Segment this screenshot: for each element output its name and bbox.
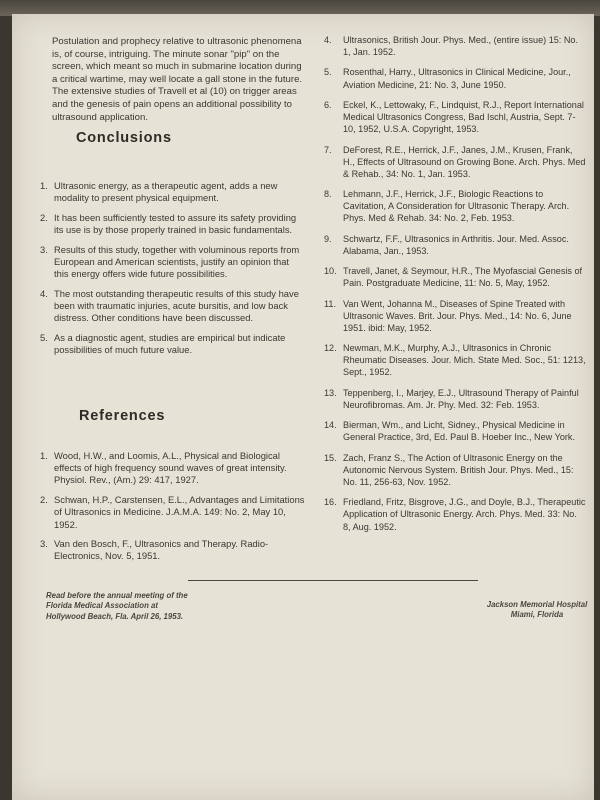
footer-rule bbox=[188, 580, 478, 581]
reference-number: 7. bbox=[324, 144, 332, 155]
reference-number: 5. bbox=[324, 67, 332, 78]
conclusion-number: 1. bbox=[40, 180, 48, 191]
conclusion-number: 2. bbox=[40, 211, 48, 223]
reference-text: Friedland, Fritz, Bisgrove, J.G., and Doyle, B.J., Therapeutic Application of Ultrasonic Energy. Arch. Phys. Med. 33: No. 8, Aug. 1952. bbox=[343, 497, 586, 532]
reference-text: Van Went, Johanna M., Diseases of Spine Treated with Ultrasonic Waves. Brit. Jour. Phys. Med., 14: No. 6, June 1951. ibid: May, 1952. bbox=[343, 298, 572, 333]
reference-item bbox=[40, 538, 305, 562]
reference-item bbox=[324, 298, 586, 334]
references-heading: References bbox=[79, 408, 166, 424]
reference-item bbox=[324, 387, 586, 411]
reference-text: Wood, H.W., and Loomis, A.L., Physical and Biological effects of high frequency sound waves of great intensity. Physiol. Rev., (Am.) 29: 417, 1927. bbox=[54, 450, 287, 486]
reference-item bbox=[324, 342, 586, 378]
conclusion-text: As a diagnostic agent, studies are empirical but indicate possibilities of much future value. bbox=[54, 332, 286, 356]
references-list-left bbox=[40, 450, 305, 570]
intro-paragraph: Postulation and prophecy relative to ultrasonic phenomena is, of course, intriguing. The minute sonar "pip" on the screen, which meant so much in submarine location during a critical wartime, may well locate a gall stone in the future. The extensive studies of Travell et al (10) on trigger areas and the genesis of pain opens an additional possibility to ultrasound application. bbox=[52, 36, 303, 123]
intro-column bbox=[52, 36, 307, 124]
reference-number: 11. bbox=[324, 298, 336, 309]
conclusion-number: 3. bbox=[40, 243, 48, 255]
conclusion-text: The most outstanding therapeutic results of this study have been with traumatic injuries, acute bursitis, and low back distress. Other conditions have been discussed. bbox=[54, 287, 299, 324]
conclusions-list bbox=[40, 180, 305, 364]
footer-right-line: Jackson Memorial Hospital bbox=[486, 600, 588, 609]
reference-text: DeForest, R.E., Herrick, J.F., Janes, J.M., Krusen, Frank, H., Effects of Ultrasound on Growing Bone. Arch. Phys. Med & Rehab., 34: No. 1, Jan. 1953. bbox=[343, 144, 586, 179]
conclusion-text: Results of this study, together with voluminous reports from European and American scientists, justify an opinion that this energy offers wide future possibilities. bbox=[54, 243, 300, 280]
reference-item bbox=[324, 34, 586, 58]
references-list-right bbox=[324, 34, 586, 533]
reference-item bbox=[40, 450, 305, 487]
conclusion-text: It has been sufficiently tested to assure its safety providing its use is by those properly trained in basic fundamentals. bbox=[54, 211, 297, 236]
reference-number: 16. bbox=[324, 497, 337, 508]
reference-number: 10. bbox=[324, 266, 337, 277]
reference-text: Zach, Franz S., The Action of Ultrasonic Energy on the Autonomic Nervous System. British Jour. Phys. Med., 15: No. 11, 256-63, Nov. 1952. bbox=[343, 452, 574, 487]
reference-item bbox=[324, 66, 586, 90]
conclusion-item bbox=[40, 180, 305, 204]
reference-text: Teppenberg, I., Marjey, E.J., Ultrasound Therapy of Painful Neurofibromas. Am. Jr. Phy. Med. 32: Feb. 1953. bbox=[343, 387, 579, 410]
reference-text: Eckel, K., Lettowaky, F., Lindquist, R.J., Report International Medical Ultrasonics Congress, Bad Ischl, Austria, Sept. 7-10, 1952, U.S.A. Copyright, 1953. bbox=[343, 99, 584, 135]
reference-text: Bierman, Wm., and Licht, Sidney., Physical Medicine in General Practice, 3rd, Ed. Paul B. Hoeber Inc., New York. bbox=[343, 420, 576, 443]
reference-number: 9. bbox=[324, 233, 332, 244]
reference-item bbox=[324, 188, 586, 224]
reference-item bbox=[324, 144, 586, 180]
reference-text: Rosenthal, Harry., Ultrasonics in Clinical Medicine, Jour., Aviation Medicine, 21: No. 3, June 1950. bbox=[343, 67, 571, 90]
reference-number: 2. bbox=[40, 494, 48, 506]
reference-item bbox=[324, 419, 586, 443]
reference-text: Newman, M.K., Murphy, A.J., Ultrasonics in Chronic Rheumatic Diseases. Jour. Mich. State Med. Soc., 51: 1213, Sept., 1952. bbox=[343, 343, 586, 378]
reference-text: Travell, Janet, & Seymour, H.R., The Myofascial Genesis of Pain. Postgraduate Medicine, 11: No. 5, May, 1952. bbox=[343, 266, 583, 289]
footer-right-line: Miami, Florida bbox=[510, 610, 564, 620]
footer-left-line: Florida Medical Association at bbox=[46, 601, 158, 611]
reference-item bbox=[324, 99, 586, 135]
reference-item bbox=[324, 496, 586, 532]
reference-text: Van den Bosch, F., Ultrasonics and Therapy. Radio-Electronics, Nov. 5, 1951. bbox=[54, 538, 269, 562]
conclusions-heading: Conclusions bbox=[76, 130, 172, 146]
reference-number: 3. bbox=[40, 538, 48, 550]
conclusion-item bbox=[40, 288, 305, 325]
reference-number: 12. bbox=[324, 343, 337, 354]
reference-item bbox=[324, 452, 586, 488]
conclusion-item bbox=[40, 332, 305, 356]
reference-item bbox=[324, 265, 586, 289]
reference-text: Schwan, H.P., Carstensen, E.L., Advantages and Limitations of Ultrasonics in Medicine. J.A.M.A. 149: No. 2, May 10, 1952. bbox=[54, 494, 305, 530]
reference-number: 14. bbox=[324, 420, 337, 431]
reference-number: 6. bbox=[324, 99, 332, 110]
reference-number: 1. bbox=[40, 450, 48, 461]
references-column-right bbox=[324, 34, 586, 541]
conclusion-number: 4. bbox=[40, 287, 48, 299]
footer-meeting-note bbox=[46, 591, 246, 622]
reference-text: Ultrasonics, British Jour. Phys. Med., (entire issue) 15: No. 1, Jan. 1952. bbox=[343, 35, 579, 58]
reference-number: 13. bbox=[324, 387, 337, 398]
footer-left-line: Read before the annual meeting of the bbox=[46, 591, 188, 600]
reference-text: Schwartz, F.F., Ultrasonics in Arthritis. Jour. Med. Assoc. Alabama, Jan., 1953. bbox=[343, 233, 569, 256]
reference-item bbox=[324, 233, 586, 257]
reference-text: Lehmann, J.F., Herrick, J.F., Biologic Reactions to Cavitation, A Consideration for Ultrasonic Therapy. Arch. Phys. Med & Rehab. 34: No. 2, Feb. 1953. bbox=[343, 189, 570, 224]
footer-left-line: Hollywood Beach, Fla. April 26, 1953. bbox=[46, 611, 184, 621]
reference-item bbox=[40, 494, 305, 531]
reference-number: 4. bbox=[324, 35, 332, 45]
reference-number: 15. bbox=[324, 452, 337, 463]
conclusion-item bbox=[40, 244, 305, 281]
reference-number: 8. bbox=[324, 189, 332, 200]
conclusion-item bbox=[40, 212, 305, 236]
conclusion-number: 5. bbox=[40, 332, 48, 344]
document-page bbox=[12, 14, 594, 800]
conclusion-text: Ultrasonic energy, as a therapeutic agent, adds a new modality to present physical equipment. bbox=[54, 180, 278, 204]
footer-affiliation bbox=[482, 600, 592, 621]
